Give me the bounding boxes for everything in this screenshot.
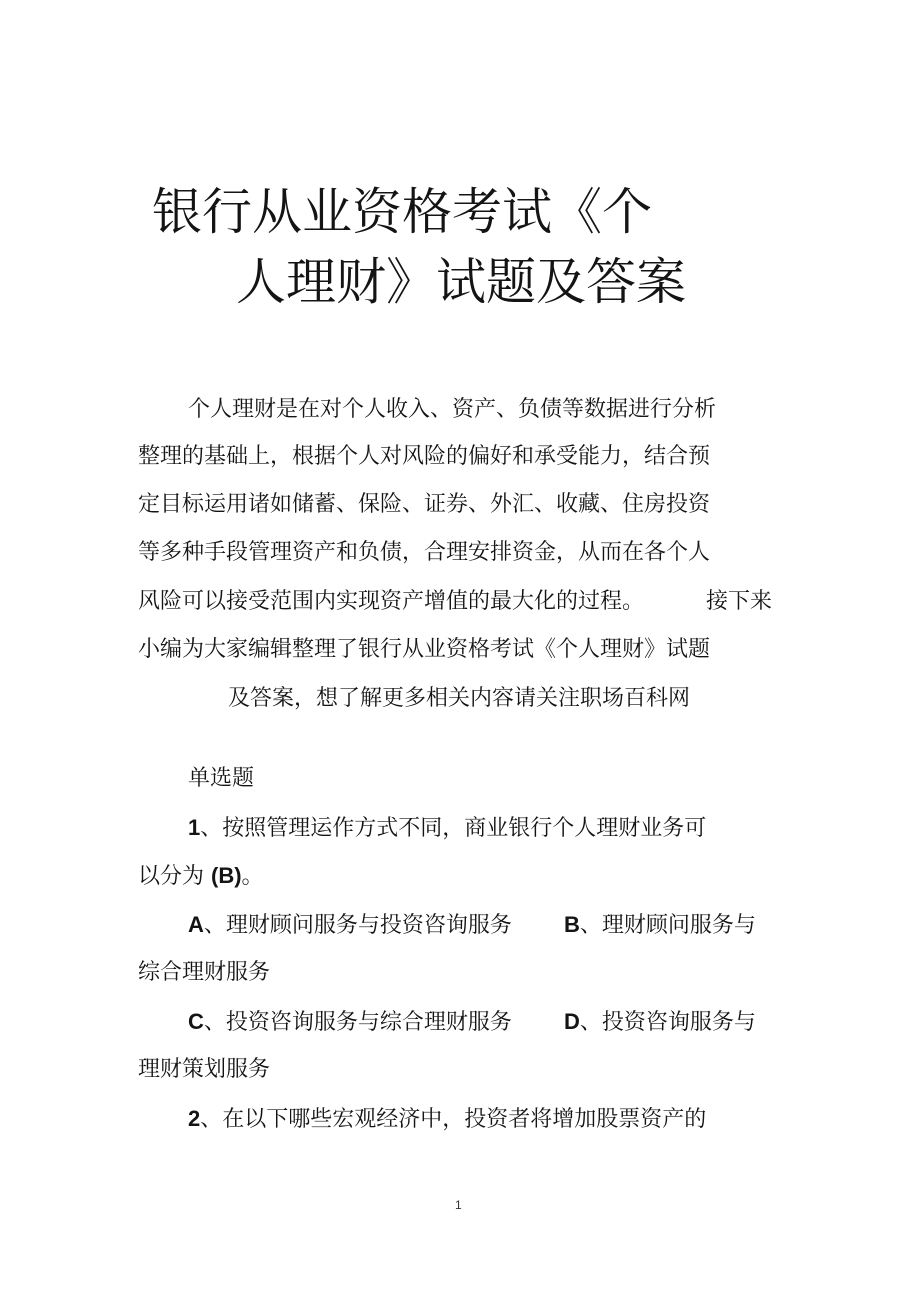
question-1-text-cont: 以分为	[138, 864, 211, 889]
option-b-cont: 综合理财服务	[138, 960, 271, 985]
option-c-text: 、投资咨询服务与综合理财服务	[203, 1010, 512, 1035]
title-line-2: 人理财》试题及答案	[236, 253, 686, 311]
option-d-cont: 理财策划服务	[138, 1057, 271, 1082]
intro-line-5: 风险可以接受范围内实现资产增值的最大化的过程。	[138, 589, 645, 614]
question-2	[188, 1104, 706, 1135]
question-1-end: 。	[241, 864, 264, 889]
question-1-cont	[138, 861, 264, 892]
page-number: 1	[455, 1198, 462, 1212]
question-1	[188, 813, 706, 844]
intro-line-6: 小编为大家编辑整理了银行从业资格考试《个人理财》试题	[138, 637, 711, 662]
option-c	[188, 1007, 512, 1038]
question-1-text: 、按照管理运作方式不同，商业银行个人理财业务可	[200, 816, 707, 841]
option-b-text: 、理财顾问服务与	[579, 913, 756, 938]
intro-line-3: 定目标运用诸如储蓄、保险、证券、外汇、收藏、住房投资	[138, 492, 711, 517]
option-c-key: C	[188, 1009, 204, 1034]
intro-line-4: 等多种手段管理资产和负债，合理安排资金，从而在各个人	[138, 540, 711, 565]
option-b-key: B	[564, 912, 580, 937]
question-1-number: 1	[188, 815, 201, 840]
option-b	[564, 910, 756, 941]
option-d-key: D	[564, 1009, 580, 1034]
question-2-text: 、在以下哪些宏观经济中，投资者将增加股票资产的	[200, 1107, 707, 1132]
intro-line-1: 个人理财是在对个人收入、资产、负债等数据进行分析	[188, 397, 717, 422]
intro-line-7: 及答案，想了解更多相关内容请关注职场百科网	[228, 686, 691, 711]
intro-line-2: 整理的基础上，根据个人对风险的偏好和承受能力，结合预	[138, 444, 711, 469]
section-heading: 单选题	[188, 766, 255, 791]
option-a-key: A	[188, 912, 204, 937]
option-d	[564, 1007, 756, 1038]
title-line-1: 银行从业资格考试《个	[152, 183, 652, 241]
question-2-number: 2	[188, 1106, 201, 1131]
intro-line-5-tail: 接下来	[706, 589, 773, 614]
question-1-answer: (B)	[211, 863, 242, 888]
option-d-text: 、投资咨询服务与	[579, 1010, 756, 1035]
option-a	[188, 910, 512, 941]
option-a-text: 、理财顾问服务与投资咨询服务	[203, 913, 512, 938]
